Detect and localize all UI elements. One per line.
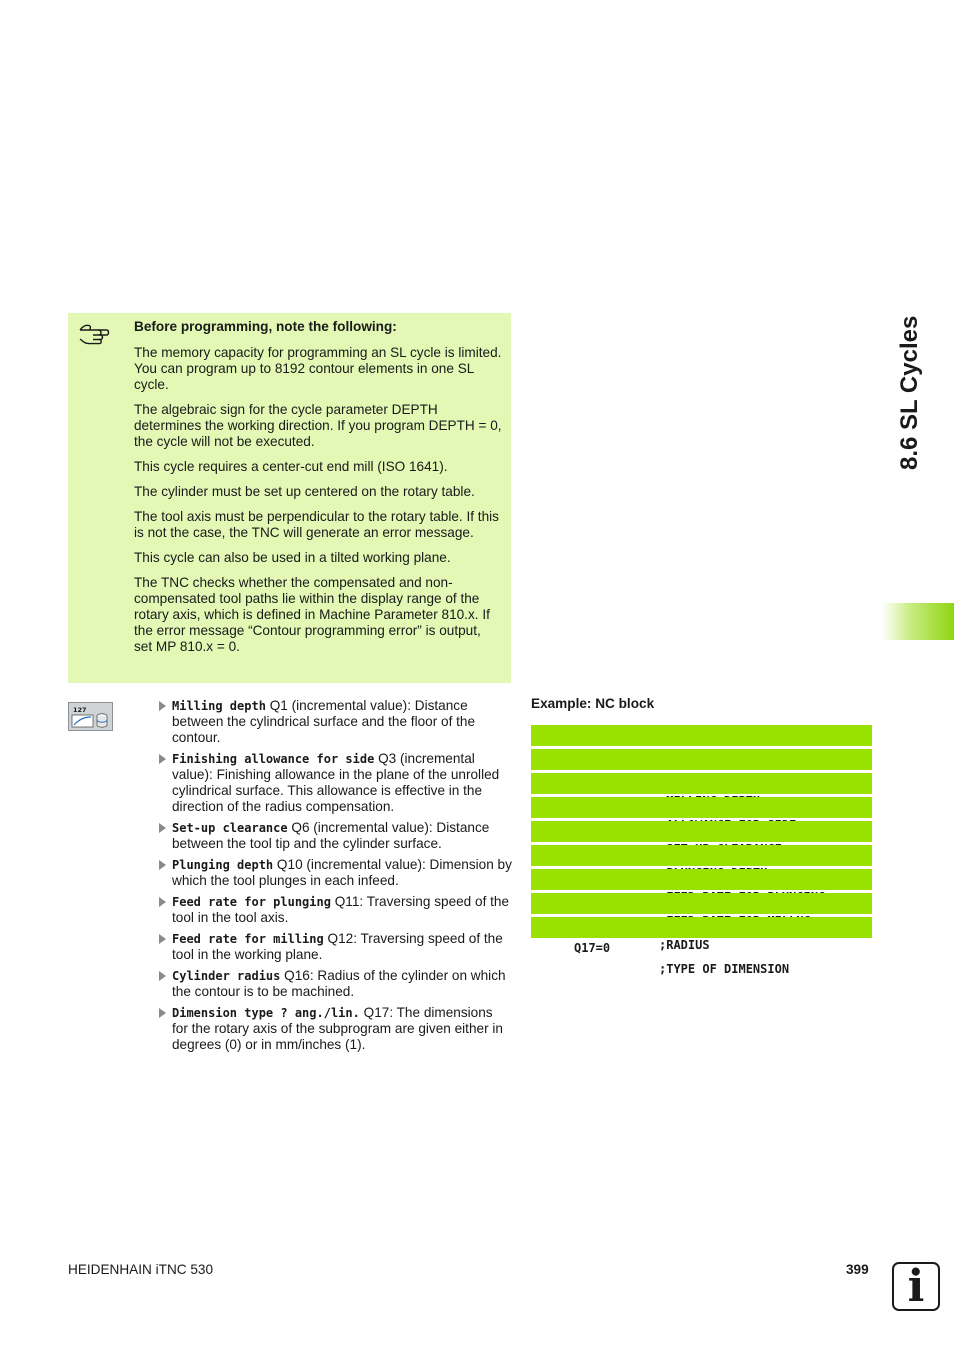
nc-comment: ;TYPE OF DIMENSION <box>659 962 790 976</box>
parameter-description: Q16: Radius of the cylinder on which the contour is to be machined. <box>172 968 506 999</box>
triangle-bullet-icon <box>159 1008 166 1018</box>
triangle-bullet-icon <box>159 823 166 833</box>
note-paragraph: The cylinder must be set up centered on the rotary table. <box>134 484 475 499</box>
parameter-item <box>158 820 512 852</box>
info-glyph: i <box>907 1261 925 1312</box>
note-paragraph: The tool axis must be perpendicular to the rotary table. If this is not the case, the TNC will generate an error message. <box>134 509 499 540</box>
note-box <box>68 313 511 683</box>
nc-block-header <box>531 725 872 746</box>
nc-row <box>531 821 872 842</box>
nc-row <box>531 773 872 794</box>
example-title: Example: NC block <box>531 696 655 711</box>
nc-comment: ;RADIUS <box>659 938 710 952</box>
page-number: 399 <box>846 1262 869 1277</box>
parameter-description: Q12: Traversing speed of the tool in the working plane. <box>172 931 503 962</box>
note-paragraph: The TNC checks whether the compensated and non-compensated tool paths lie within the display range of the rotary axis, which is defined in Machine Parameter 810.x. If the error message “Contour programming error” is output, set MP 810.x = 0. <box>134 575 490 654</box>
triangle-bullet-icon <box>159 860 166 870</box>
parameter-item <box>158 751 512 815</box>
parameter-name: Dimension type ? ang./lin. <box>172 1006 360 1020</box>
nc-row <box>531 749 872 770</box>
triangle-bullet-icon <box>159 971 166 981</box>
parameter-description: Q6 (incremental value): Distance between the tool tip and the cylinder surface. <box>172 820 490 851</box>
parameter-name: Set-up clearance <box>172 821 288 835</box>
parameter-description: Q11: Traversing speed of the tool in the tool axis. <box>172 894 510 925</box>
nc-block <box>531 725 872 976</box>
parameter-description: Q10 (incremental value): Dimension by which the tool plunges in each infeed. <box>172 857 512 888</box>
parameter-item <box>158 1005 512 1053</box>
cylinder-surface-cycle-icon <box>68 702 113 731</box>
parameter-name: Plunging depth <box>172 858 274 872</box>
parameter-item <box>158 894 512 926</box>
parameter-name: Feed rate for milling <box>172 932 324 946</box>
note-paragraph: The algebraic sign for the cycle parameter DEPTH determines the working direction. If you program DEPTH = 0, the cycle will not be executed. <box>134 402 502 449</box>
parameter-name: Finishing allowance for side <box>172 752 375 766</box>
parameter-description: Q17: The dimensions for the rotary axis of the subprogram are given either in degrees (0) or in mm/inches (1). <box>172 1005 503 1052</box>
parameter-description: Q1 (incremental value): Distance between the cylindrical surface and the floor of the contour. <box>172 698 476 745</box>
parameter-list <box>158 698 512 1058</box>
note-paragraph: This cycle requires a center-cut end mill (ISO 1641). <box>134 459 448 474</box>
chapter-thumb-tab <box>882 603 954 640</box>
cycle-graphic <box>69 703 112 730</box>
parameter-description: Q3 (incremental value): Finishing allowance in the plane of the unrolled cylindrical surface. This allowance is effective in the direction of the radius compensation. <box>172 751 500 814</box>
triangle-bullet-icon <box>159 897 166 907</box>
info-icon <box>892 1262 940 1311</box>
parameter-item <box>158 857 512 889</box>
nc-param: Q17=0 <box>574 941 611 955</box>
section-title: 8.6 SL Cycles <box>896 315 923 470</box>
note-content <box>134 319 502 664</box>
pointing-hand-icon <box>78 321 110 347</box>
parameter-item <box>158 698 512 746</box>
note-paragraph: The memory capacity for programming an SL cycle is limited. You can program up to 8192 contour elements in one SL cycle. <box>134 345 502 392</box>
parameter-name: Cylinder radius <box>172 969 281 983</box>
footer-product-name: HEIDENHAIN iTNC 530 <box>68 1262 214 1277</box>
note-paragraph: This cycle can also be used in a tilted working plane. <box>134 550 451 565</box>
cycle-number: 127 <box>73 706 87 714</box>
note-title: Before programming, note the following: <box>134 319 397 334</box>
parameter-item <box>158 931 512 963</box>
triangle-bullet-icon <box>159 754 166 764</box>
parameter-name: Milling depth <box>172 699 266 713</box>
parameter-name: Feed rate for plunging <box>172 895 331 909</box>
nc-row <box>531 845 872 866</box>
triangle-bullet-icon <box>159 701 166 711</box>
parameter-item <box>158 968 512 1000</box>
nc-row <box>531 869 872 890</box>
triangle-bullet-icon <box>159 934 166 944</box>
nc-row <box>531 797 872 818</box>
